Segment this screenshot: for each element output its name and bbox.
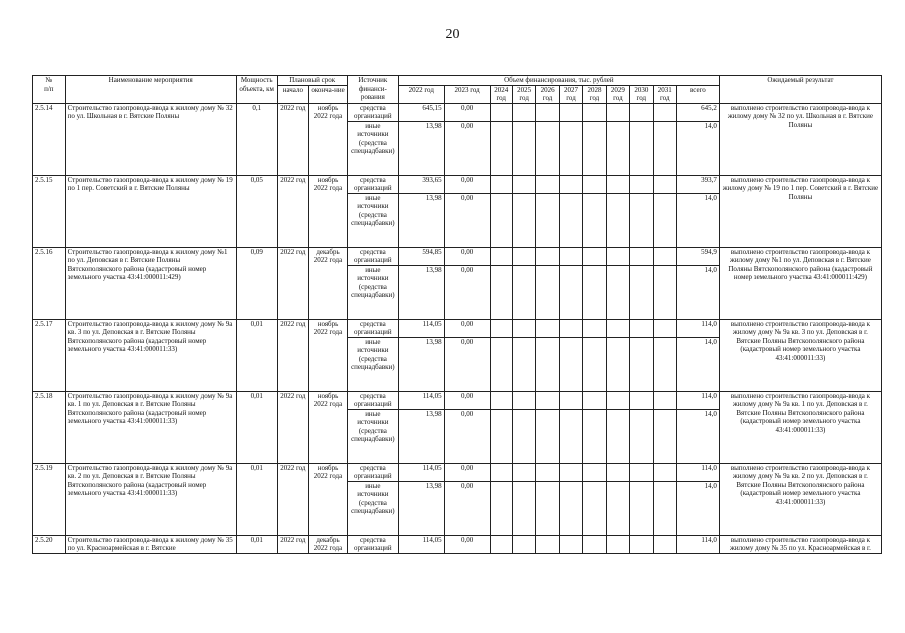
row-empty-year (606, 463, 629, 481)
row-2023: 0,00 (444, 247, 490, 265)
row-empty-year (630, 463, 653, 481)
row-empty-year (512, 481, 535, 535)
header-year: 2029 год (606, 85, 629, 103)
row-empty-year (512, 337, 535, 391)
row-start: 2022 год (277, 319, 309, 391)
row-total: 14,0 (676, 193, 719, 247)
row-source: средства организаций (347, 391, 398, 409)
row-empty-year (490, 481, 512, 535)
row-empty-year (536, 121, 559, 175)
row-source: иные источники (средства спецнадбавки) (347, 337, 398, 391)
row-result: выполнено строительство газопровода-ввода к жилому дому №1 по ул. Деповская в г. Вятские Поляны Вятскополянского района (кадастровый номер земельного участка 43:41:000011:429) (719, 247, 881, 319)
row-empty-year (583, 265, 606, 319)
table-row (33, 463, 882, 481)
row-empty-year (630, 319, 653, 337)
row-empty-year (512, 265, 535, 319)
row-name: Строительство газопровода-ввода к жилому дому № 19 по 1 пер. Советский в г. Вятские Поляны (65, 175, 236, 247)
row-2023: 0,00 (444, 481, 490, 535)
row-empty-year (512, 121, 535, 175)
row-empty-year (630, 481, 653, 535)
row-2023: 0,00 (444, 535, 490, 553)
row-empty-year (536, 319, 559, 337)
table-row (33, 247, 882, 265)
row-empty-year (606, 481, 629, 535)
row-num: 2.5.20 (33, 535, 66, 553)
row-result: выполнено строительство газопровода-ввода к жилому дому № 35 по ул. Красноармейская в г. (719, 535, 881, 553)
row-end: ноябрь 2022 года (309, 319, 348, 391)
row-2023: 0,00 (444, 175, 490, 193)
row-result: выполнено строительство газопровода-ввода к жилому дому № 9а кв. 2 по ул. Деповская в г. Вятские Поляны Вятскополянского района (кадастровый номер земельного участка 43:41:000011:33) (719, 463, 881, 535)
row-empty-year (653, 175, 676, 193)
row-empty-year (490, 409, 512, 463)
row-empty-year (606, 409, 629, 463)
row-end: декабрь 2022 года (309, 535, 348, 553)
row-empty-year (653, 391, 676, 409)
row-empty-year (559, 193, 582, 247)
row-empty-year (559, 121, 582, 175)
row-empty-year (583, 463, 606, 481)
row-empty-year (512, 535, 535, 553)
row-empty-year (583, 319, 606, 337)
row-empty-year (630, 175, 653, 193)
row-2023: 0,00 (444, 121, 490, 175)
row-2022: 114,05 (398, 463, 444, 481)
row-source: средства организаций (347, 103, 398, 121)
table-row (33, 103, 882, 121)
row-empty-year (536, 481, 559, 535)
row-empty-year (490, 535, 512, 553)
row-empty-year (512, 175, 535, 193)
row-empty-year (583, 121, 606, 175)
row-name: Строительство газопровода-ввода к жилому дому №1 по ул. Деповская в г. Вятские Поляны Вятскополянского района (кадастровый номер земельного участка 43:41:000011:429) (65, 247, 236, 319)
header-year: 2022 год (398, 85, 444, 103)
row-result: выполнено строительство газопровода-ввода к жилому дому № 9а кв. 1 по ул. Деповская в г. Вятские Поляны Вятскополянского района (кадастровый номер земельного участка 43:41:000011:33) (719, 391, 881, 463)
row-end: ноябрь 2022 года (309, 463, 348, 535)
row-empty-year (490, 265, 512, 319)
header-result: Ожидаемый результат (719, 76, 881, 104)
row-2022: 13,98 (398, 121, 444, 175)
row-empty-year (653, 121, 676, 175)
row-end: ноябрь 2022 года (309, 175, 348, 247)
row-empty-year (606, 175, 629, 193)
row-total: 14,0 (676, 409, 719, 463)
row-empty-year (630, 409, 653, 463)
row-2022: 13,98 (398, 193, 444, 247)
row-start: 2022 год (277, 391, 309, 463)
row-total: 393,7 (676, 175, 719, 193)
row-empty-year (512, 193, 535, 247)
row-empty-year (536, 463, 559, 481)
row-capacity: 0,01 (236, 535, 277, 553)
row-source: иные источники (средства спецнадбавки) (347, 409, 398, 463)
row-empty-year (583, 175, 606, 193)
row-source: средства организаций (347, 319, 398, 337)
row-total: 14,0 (676, 337, 719, 391)
row-empty-year (512, 391, 535, 409)
row-source: иные источники (средства спецнадбавки) (347, 265, 398, 319)
row-empty-year (583, 103, 606, 121)
row-total: 114,0 (676, 391, 719, 409)
header-start: начало (277, 85, 309, 103)
row-empty-year (630, 265, 653, 319)
row-empty-year (559, 337, 582, 391)
row-name: Строительство газопровода-ввода к жилому дому № 32 по ул. Школьная в г. Вятские Поляны (65, 103, 236, 175)
row-empty-year (606, 391, 629, 409)
row-empty-year (630, 247, 653, 265)
row-empty-year (536, 193, 559, 247)
row-empty-year (606, 535, 629, 553)
row-empty-year (512, 319, 535, 337)
header-end: оконча-ние (309, 85, 348, 103)
row-result: выполнено строительство газопровода-ввода к жилому дому № 19 по 1 пер. Советский в г. Вятские Поляны (719, 175, 881, 247)
row-num: 2.5.16 (33, 247, 66, 319)
row-empty-year (583, 481, 606, 535)
header-year: 2024 год (490, 85, 512, 103)
header-year: 2027 год (559, 85, 582, 103)
row-empty-year (630, 535, 653, 553)
row-empty-year (536, 337, 559, 391)
row-source: иные источники (средства спецнадбавки) (347, 121, 398, 175)
row-2023: 0,00 (444, 319, 490, 337)
row-empty-year (536, 103, 559, 121)
row-empty-year (606, 319, 629, 337)
row-end: ноябрь 2022 года (309, 391, 348, 463)
row-source: средства организаций (347, 175, 398, 193)
row-name: Строительство газопровода-ввода к жилому дому № 35 по ул. Красноармейская в г. Вятские (65, 535, 236, 553)
row-2022: 645,15 (398, 103, 444, 121)
row-empty-year (490, 121, 512, 175)
row-empty-year (630, 121, 653, 175)
row-empty-year (490, 103, 512, 121)
row-empty-year (653, 535, 676, 553)
row-empty-year (583, 535, 606, 553)
row-name: Строительство газопровода-ввода к жилому дому № 9а кв. 1 по ул. Деповская в г. Вятские Поляны Вятскополянского района (кадастровый номер земельного участка 43:41:000011:33) (65, 391, 236, 463)
row-name: Строительство газопровода-ввода к жилому дому № 9а кв. 3 по ул. Деповская в г. Вятские Поляны Вятскополянского района (кадастровый номер земельного участка 43:41:000011:33) (65, 319, 236, 391)
row-2023: 0,00 (444, 193, 490, 247)
row-empty-year (559, 175, 582, 193)
row-empty-year (536, 247, 559, 265)
row-empty-year (559, 265, 582, 319)
row-empty-year (606, 265, 629, 319)
header-year: 2028 год (583, 85, 606, 103)
row-empty-year (653, 337, 676, 391)
row-empty-year (606, 193, 629, 247)
row-total: 114,0 (676, 319, 719, 337)
row-empty-year (653, 319, 676, 337)
row-capacity: 0,01 (236, 391, 277, 463)
row-empty-year (583, 247, 606, 265)
row-total: 114,0 (676, 535, 719, 553)
row-empty-year (653, 247, 676, 265)
row-empty-year (559, 391, 582, 409)
row-empty-year (490, 319, 512, 337)
table-row (33, 391, 882, 409)
header-year: 2030 год (630, 85, 653, 103)
row-empty-year (536, 265, 559, 319)
header-year: 2025 год (512, 85, 535, 103)
row-2022: 13,98 (398, 481, 444, 535)
header-source: Источник финанси-рования (347, 76, 398, 104)
row-empty-year (653, 265, 676, 319)
row-empty-year (512, 103, 535, 121)
page-number: 20 (445, 27, 460, 42)
row-empty-year (536, 535, 559, 553)
row-2023: 0,00 (444, 103, 490, 121)
row-empty-year (606, 103, 629, 121)
row-empty-year (630, 193, 653, 247)
row-2022: 114,05 (398, 535, 444, 553)
row-empty-year (536, 175, 559, 193)
row-2022: 114,05 (398, 319, 444, 337)
table-row (33, 175, 882, 193)
row-empty-year (653, 481, 676, 535)
row-total: 594,9 (676, 247, 719, 265)
row-start: 2022 год (277, 463, 309, 535)
row-empty-year (536, 391, 559, 409)
row-empty-year (653, 409, 676, 463)
row-source: иные источники (средства спецнадбавки) (347, 481, 398, 535)
row-empty-year (559, 463, 582, 481)
row-empty-year (559, 409, 582, 463)
row-result: выполнено строительство газопровода-ввода к жилому дому № 9а кв. 3 по ул. Деповская в г. Вятские Поляны Вятскополянского района (кадастровый номер земельного участка 43:41:000011:33) (719, 319, 881, 391)
table-body (33, 103, 882, 553)
row-empty-year (512, 247, 535, 265)
row-source: иные источники (средства спецнадбавки) (347, 193, 398, 247)
row-empty-year (559, 319, 582, 337)
row-2023: 0,00 (444, 391, 490, 409)
row-empty-year (653, 103, 676, 121)
row-start: 2022 год (277, 535, 309, 553)
row-empty-year (583, 337, 606, 391)
row-empty-year (606, 121, 629, 175)
table-row (33, 319, 882, 337)
row-name: Строительство газопровода-ввода к жилому дому № 9а кв. 2 по ул. Деповская в г. Вятские Поляны Вятскополянского района (кадастровый номер земельного участка 43:41:000011:33) (65, 463, 236, 535)
row-2022: 393,65 (398, 175, 444, 193)
row-capacity: 0,01 (236, 319, 277, 391)
row-empty-year (653, 193, 676, 247)
row-2022: 13,98 (398, 337, 444, 391)
row-num: 2.5.17 (33, 319, 66, 391)
row-empty-year (583, 391, 606, 409)
row-capacity: 0,01 (236, 463, 277, 535)
row-empty-year (490, 175, 512, 193)
row-empty-year (559, 103, 582, 121)
row-empty-year (559, 481, 582, 535)
row-num: 2.5.19 (33, 463, 66, 535)
row-empty-year (606, 337, 629, 391)
row-2023: 0,00 (444, 265, 490, 319)
row-start: 2022 год (277, 175, 309, 247)
row-source: средства организаций (347, 535, 398, 553)
header-year: 2023 год (444, 85, 490, 103)
row-empty-year (630, 391, 653, 409)
row-num: 2.5.14 (33, 103, 66, 175)
row-2023: 0,00 (444, 409, 490, 463)
row-capacity: 0,05 (236, 175, 277, 247)
row-total: 14,0 (676, 265, 719, 319)
table-row (33, 535, 882, 553)
row-empty-year (559, 535, 582, 553)
row-empty-year (630, 337, 653, 391)
row-empty-year (512, 409, 535, 463)
row-empty-year (490, 391, 512, 409)
row-result: выполнено строительство газопровода-ввода к жилому дому № 32 по ул. Школьная в г. Вятские Поляны (719, 103, 881, 175)
row-total: 645,2 (676, 103, 719, 121)
row-empty-year (559, 247, 582, 265)
row-2023: 0,00 (444, 463, 490, 481)
row-empty-year (512, 463, 535, 481)
header-total: всего (676, 85, 719, 103)
row-empty-year (630, 103, 653, 121)
row-empty-year (536, 409, 559, 463)
row-total: 114,0 (676, 463, 719, 481)
header-name: Наименование мероприятия (65, 76, 236, 104)
row-empty-year (490, 337, 512, 391)
row-source: средства организаций (347, 247, 398, 265)
row-total: 14,0 (676, 121, 719, 175)
row-2022: 13,98 (398, 265, 444, 319)
row-empty-year (490, 247, 512, 265)
row-2023: 0,00 (444, 337, 490, 391)
row-capacity: 0,1 (236, 103, 277, 175)
row-end: ноябрь 2022 года (309, 103, 348, 175)
header-period: Плановый срок (277, 76, 347, 86)
row-source: средства организаций (347, 463, 398, 481)
row-2022: 594,85 (398, 247, 444, 265)
row-num: 2.5.15 (33, 175, 66, 247)
row-empty-year (583, 193, 606, 247)
row-total: 14,0 (676, 481, 719, 535)
header-year: 2031 год (653, 85, 676, 103)
row-start: 2022 год (277, 103, 309, 175)
row-end: декабрь 2022 года (309, 247, 348, 319)
financing-table (32, 75, 882, 554)
row-empty-year (490, 193, 512, 247)
row-2022: 114,05 (398, 391, 444, 409)
header-funding: Объем финансирования, тыс. рублей (398, 76, 719, 86)
row-empty-year (490, 463, 512, 481)
row-start: 2022 год (277, 247, 309, 319)
row-num: 2.5.18 (33, 391, 66, 463)
row-empty-year (583, 409, 606, 463)
row-empty-year (653, 463, 676, 481)
row-2022: 13,98 (398, 409, 444, 463)
header-num: № п/п (33, 76, 66, 104)
table-header (33, 76, 882, 104)
header-capacity: Мощность объекта, км (236, 76, 277, 104)
row-capacity: 0,09 (236, 247, 277, 319)
header-year: 2026 год (536, 85, 559, 103)
row-empty-year (606, 247, 629, 265)
